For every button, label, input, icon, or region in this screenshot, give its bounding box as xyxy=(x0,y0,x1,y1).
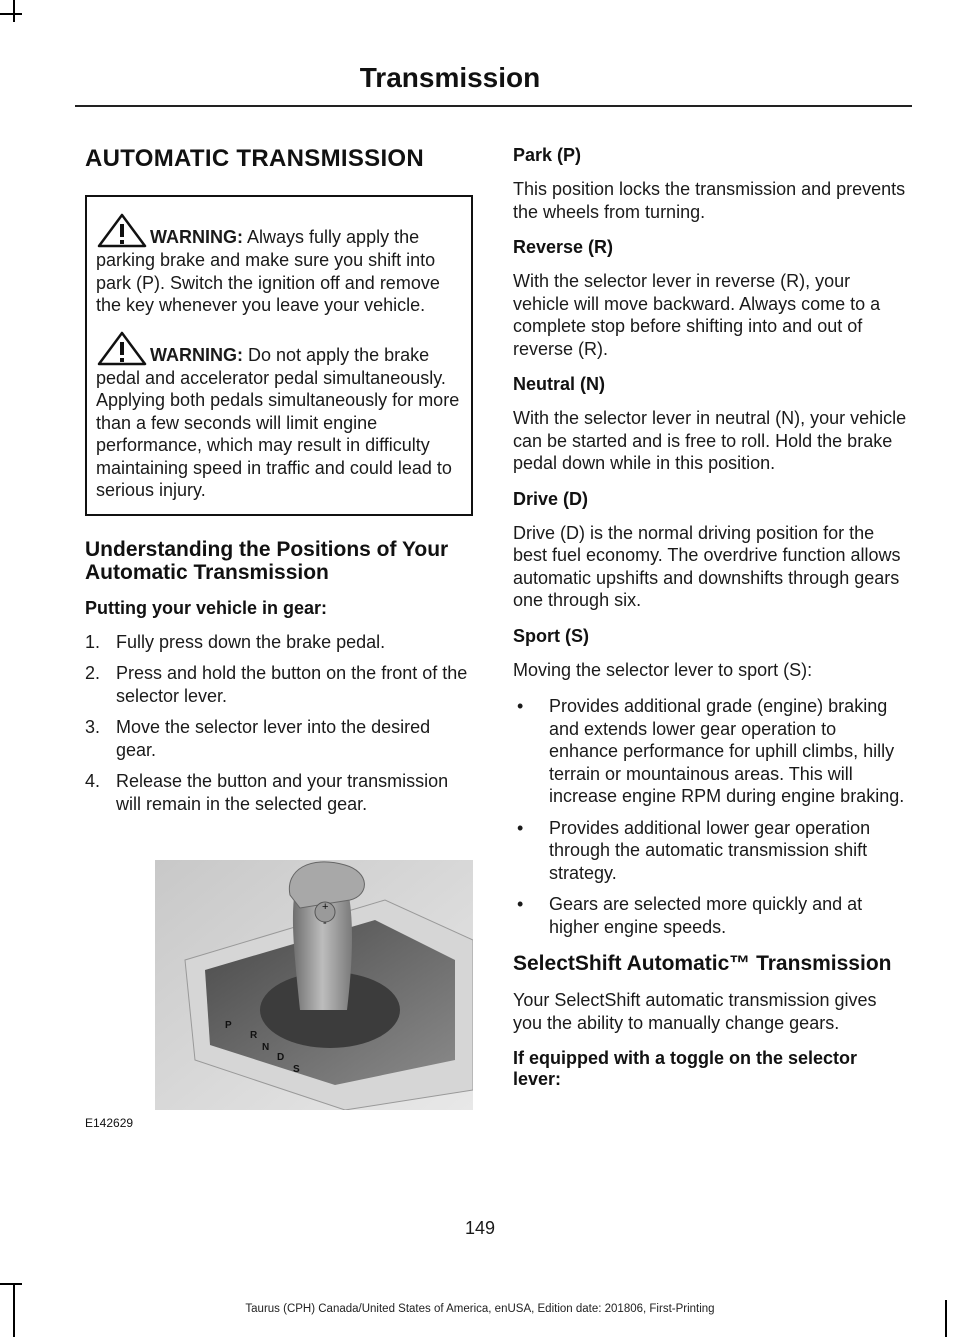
warning-triangle-icon xyxy=(96,213,148,249)
list-item: • Provides additional grade (engine) braking and extends lower gear operation to enhance performance for uphill climbs, hilly terrain or mountainous areas. This will increase engine RPM during engine braking. xyxy=(513,695,908,808)
warning-box xyxy=(85,195,473,516)
crop-mark xyxy=(0,13,22,15)
warning-text: Do not apply the brake pedal and accelerator pedal simultaneously. Applying both pedals simultaneously for more than a few seconds will limit engine performance, which may result in difficulty maintaining speed in traffic and could lead to serious injury. xyxy=(96,344,460,500)
list-item: • Provides additional lower gear operation through the automatic transmission shift strategy. xyxy=(513,817,908,885)
list-item: 3. Move the selector lever into the desired gear. xyxy=(85,717,431,760)
gate-letter-s: S xyxy=(293,1064,300,1075)
gate-letter-p: P xyxy=(225,1020,232,1031)
heading-toggle: If equipped with a toggle on the selector lever: xyxy=(513,1048,858,1089)
list-item: 2. Press and hold the button on the front of the selector lever. xyxy=(85,663,468,706)
left-column xyxy=(85,145,473,824)
figure-caption: E142629 xyxy=(85,1116,134,1130)
gate-letter-n: N xyxy=(262,1042,270,1053)
text-drive: Drive (D) is the normal driving position for the best fuel economy. The overdrive function allows automatic upshifts and downshifts through gears one through six. xyxy=(513,522,901,610)
warning-label: WARNING: xyxy=(150,344,243,365)
page-header-title: Transmission xyxy=(359,62,541,93)
gate-letter-r: R xyxy=(250,1030,258,1041)
sport-bullets xyxy=(513,695,908,938)
list-item: • Gears are selected more quickly and at higher engine speeds. xyxy=(513,893,908,938)
text-selectshift: Your SelectShift automatic transmission gives you the ability to manually change gears. xyxy=(513,990,877,1033)
text-reverse: With the selector lever in reverse (R), your vehicle will move backward. Always come to a complete stop before shifting into and out of reverse (R). xyxy=(513,271,881,359)
toggle-plus: + xyxy=(322,901,329,913)
text-sport: Moving the selector lever to sport (S): xyxy=(513,659,813,680)
list-item: 1. Fully press down the brake pedal. xyxy=(85,631,386,652)
steps-list xyxy=(85,631,473,816)
warning-triangle-icon xyxy=(96,331,148,367)
right-column xyxy=(513,145,908,1102)
toggle-minus: - xyxy=(323,917,327,929)
heading-sport: Sport (S) xyxy=(513,625,589,646)
header-rule xyxy=(75,105,912,107)
crop-mark xyxy=(0,1283,22,1285)
warning-2 xyxy=(96,331,462,502)
gate-letter-d: D xyxy=(277,1052,285,1063)
section-title: AUTOMATIC TRANSMISSION xyxy=(85,145,425,172)
heading-drive: Drive (D) xyxy=(513,488,589,509)
text-park: This position locks the transmission and prevents the wheels from turning. xyxy=(513,179,906,222)
warning-text: Always fully apply the parking brake and make sure you shift into park (P). Switch the ignition off and remove the key whenever you leave your vehicle. xyxy=(96,227,440,315)
heading-park: Park (P) xyxy=(513,145,582,165)
heading-reverse: Reverse (R) xyxy=(513,237,614,257)
list-item: 4. Release the button and your transmission will remain in the selected gear. xyxy=(85,771,449,814)
page-footer: Taurus (CPH) Canada/United States of America, enUSA, Edition date: 201806, First-Printing xyxy=(245,1303,715,1315)
lead-putting-in-gear: Putting your vehicle in gear: xyxy=(85,597,328,618)
page-number: 149 xyxy=(464,1218,496,1238)
gear-selector-illustration xyxy=(85,860,473,1110)
subheading-positions: Understanding the Positions of Your Automatic Transmission xyxy=(85,537,449,584)
text-neutral: With the selector lever in neutral (N), your vehicle can be started and is free to roll. Hold the brake pedal down while in this position. xyxy=(513,408,907,473)
gear-selector-figure xyxy=(85,860,473,1140)
heading-neutral: Neutral (N) xyxy=(513,374,606,394)
crop-mark xyxy=(13,0,15,22)
warning-1 xyxy=(96,213,462,317)
heading-selectshift: SelectShift Automatic™ Transmission xyxy=(513,952,892,975)
warning-label: WARNING: xyxy=(150,227,243,247)
